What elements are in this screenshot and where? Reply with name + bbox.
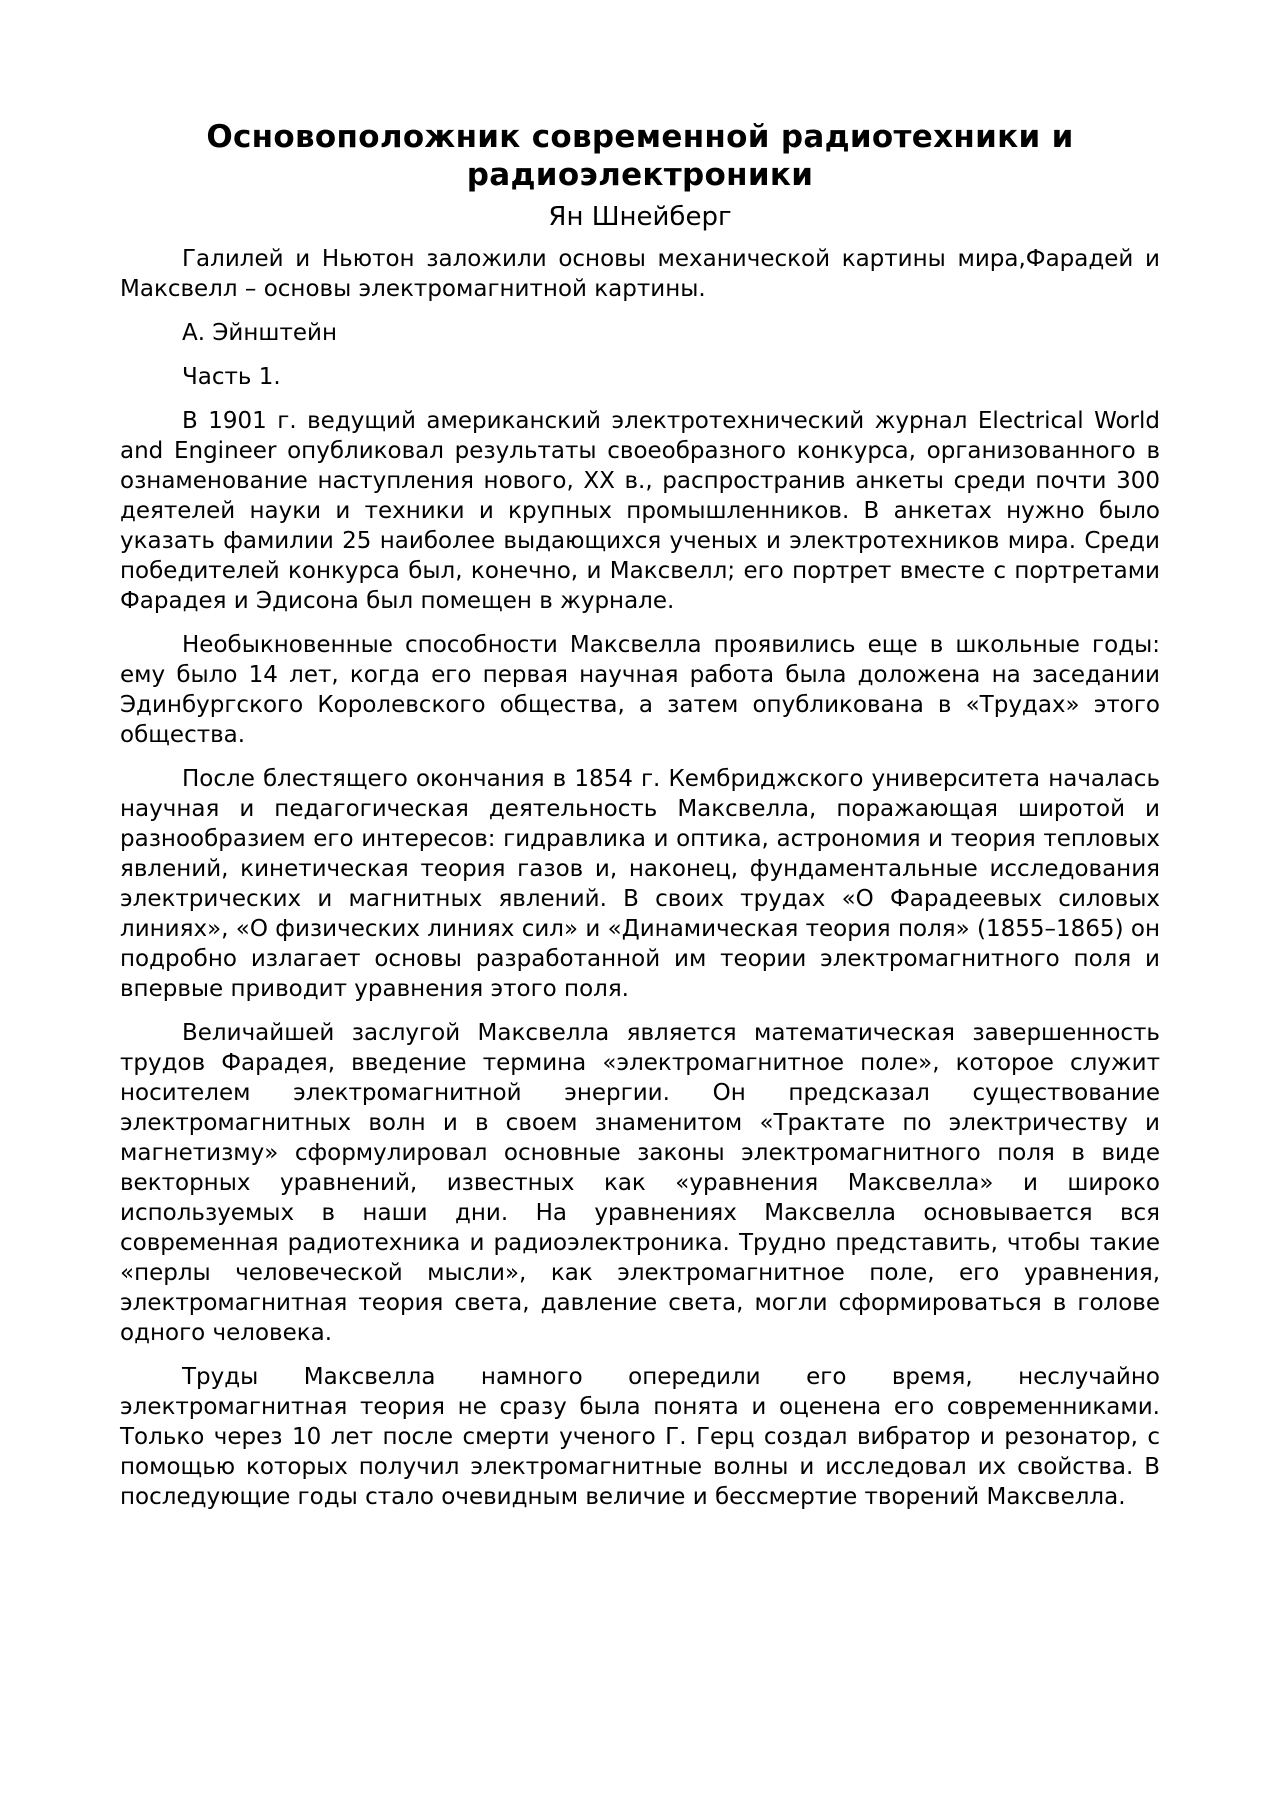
paragraph: Величайшей заслугой Максвелла является математическая завершенность трудов Фарадея, введение термина «электромагнитное поле», которое служит носителем электромагнитной энергии. Он предсказал существование электромагнитных волн и в своем знаменитом «Трактате по электричеству и магнетизму» сформулировал основные законы электромагнитного поля в виде векторных уравнений, известных как «уравнения Максвелла» и широко используемых в наши дни. На уравнениях Максвелла основывается вся современная радиотехника и радиоэлектроника. Трудно представить, чтобы такие «перлы человеческой мысли», как электромагнитное поле, его уравнения, электромагнитная теория света, давление света, могли сформироваться в голове одного человека. xyxy=(120,1020,1160,1346)
part-heading: Часть 1. xyxy=(182,364,281,390)
epigraph: Галилей и Ньютон заложили основы механической картины мира,Фарадей и Максвелл – основы электромагнитной картины. xyxy=(120,246,1160,302)
paragraph: После блестящего окончания в 1854 г. Кембриджского университета началась научная и педагогическая деятельность Максвелла, поражающая широтой и разнообразием его интересов: гидравлика и оптика, астрономия и теория тепловых явлений, кинетическая теория газов и, наконец, фундаментальные исследования электрических и магнитных явлений. В своих трудах «О Фарадеевых силовых линиях», «О физических линиях сил» и «Динамическая теория поля» (1855–1865) он подробно излагает основы разработанной им теории электромагнитного поля и впервые приводит уравнения этого поля. xyxy=(120,766,1160,1002)
paragraph: Необыкновенные способности Максвелла проявились еще в школьные годы: ему было 14 лет, когда его первая научная работа была доложена на заседании Эдинбургского Королевского общества, а затем опубликована в «Трудах» этого общества. xyxy=(120,632,1160,748)
document-title: Основоположник современной радиотехники и радиоэлектроники xyxy=(206,119,1074,193)
paragraph: Труды Максвелла намного опередили его время, неслучайно электромагнитная теория не сразу была понята и оценена его современниками. Только через 10 лет после смерти ученого Г. Герц создал вибратор и резонатор, с помощью которых получил электромагнитные волны и исследовал их свойства. В последующие годы стало очевидным величие и бессмертие творений Максвелла. xyxy=(120,1364,1160,1510)
author-name: Ян Шнейберг xyxy=(548,202,732,232)
paragraph: В 1901 г. ведущий американский электротехнический журнал Electrical World and Engineer опубликовал результаты своеобразного конкурса, организованного в ознаменование наступления нового, XX в., распространив анкеты среди почти 300 деятелей науки и техники и крупных промышленников. В анкетах нужно было указать фамилии 25 наиболее выдающихся ученых и электротехников мира. Среди победителей конкурса был, конечно, и Максвелл; его портрет вместе с портретами Фарадея и Эдисона был помещен в журнале. xyxy=(120,408,1160,614)
document-page xyxy=(120,118,1160,1526)
epigraph-author: А. Эйнштейн xyxy=(182,320,337,346)
